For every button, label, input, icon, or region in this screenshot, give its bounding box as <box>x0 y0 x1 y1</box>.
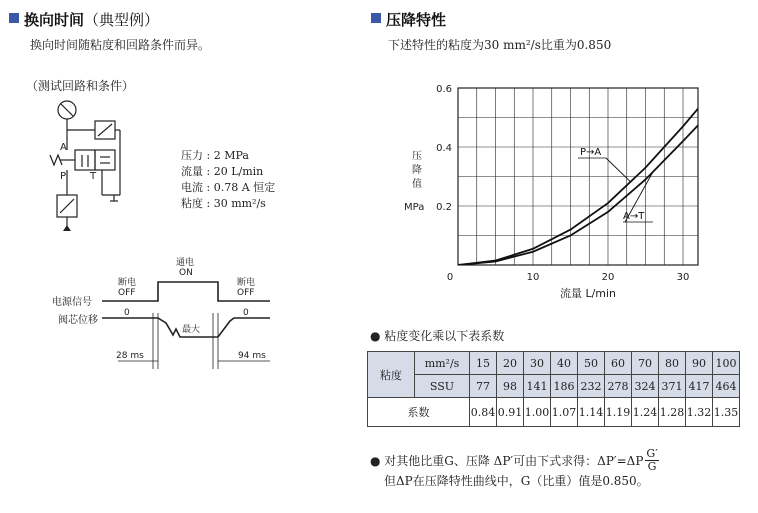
svg-text:通电: 通电 <box>176 258 195 268</box>
series-line-p-to-a <box>458 100 706 265</box>
visc-unit-cst: mm²/s <box>415 352 470 375</box>
condition-pressure: 压力 : 2 MPa <box>181 149 249 162</box>
svg-text:0: 0 <box>243 308 249 318</box>
y-tick-label: 0.6 <box>436 84 452 95</box>
svg-text:T: T <box>90 171 97 182</box>
visc-cst-cell: 60 <box>605 352 632 375</box>
y-axis-label: 压 <box>412 150 422 162</box>
coef-cell: 1.00 <box>524 398 551 427</box>
svg-text:A: A <box>60 142 67 153</box>
formula-numerator: G′ <box>646 447 658 460</box>
formula-denominator: G <box>647 460 657 473</box>
valve-block-b <box>95 150 115 170</box>
svg-text:28 ms: 28 ms <box>116 351 144 361</box>
visc-cst-cell: 50 <box>578 352 605 375</box>
coef-cell: 1.14 <box>578 398 605 427</box>
visc-ssu-cell: 232 <box>578 375 605 398</box>
svg-text:最大: 最大 <box>182 325 201 335</box>
x-tick-label: 0 <box>446 272 454 283</box>
condition-current: 电流 : 0.78 A 恒定 <box>181 181 276 194</box>
condition-viscosity: 粘度 : 30 mm²/s <box>181 197 266 210</box>
pump-icon <box>63 225 71 231</box>
coef-cell: 0.91 <box>497 398 524 427</box>
specific-gravity-formula: ● 对其他比重G、压降 ΔP′可由下式求得：ΔP′=ΔP $\frac{G'}{G}$ <box>370 447 658 473</box>
x-tick-label: 10 <box>526 272 540 283</box>
x-axis-label: 流量 L/min <box>559 287 617 300</box>
coef-cell: 1.07 <box>551 398 578 427</box>
coef-cell: 1.19 <box>605 398 632 427</box>
power-signal-label: 电源信号 <box>52 297 92 308</box>
pressure-drop-title: 压降特性 <box>386 11 447 29</box>
visc-cst-cell: 90 <box>686 352 713 375</box>
visc-ssu-cell: 77 <box>470 375 497 398</box>
svg-text:0: 0 <box>124 308 130 318</box>
svg-text:P: P <box>60 171 67 182</box>
coef-cell: 1.32 <box>686 398 713 427</box>
viscosity-note: ● 粘度变化乘以下表系数 <box>370 329 505 343</box>
visc-ssu-cell: 324 <box>632 375 659 398</box>
svg-text:OFF: OFF <box>118 288 136 298</box>
switching-time-description: 换向时间随粘度和回路条件而异。 <box>30 38 211 52</box>
svg-text:OFF: OFF <box>237 288 255 298</box>
y-axis-label: 值 <box>412 178 422 190</box>
section-marker-icon <box>9 13 19 23</box>
visc-row-label: 粘度 <box>368 352 415 398</box>
viscosity-table <box>367 351 740 427</box>
test-circuit-diagram <box>40 95 130 240</box>
visc-cst-cell: 20 <box>497 352 524 375</box>
section-marker-icon <box>371 13 381 23</box>
coef-cell: 0.84 <box>470 398 497 427</box>
svg-text:断电: 断电 <box>237 278 256 288</box>
circuit-caption: （测试回路和条件） <box>26 79 135 93</box>
visc-unit-ssu: SSU <box>415 375 470 398</box>
y-axis-label: 降 <box>412 164 422 176</box>
x-tick-label: 30 <box>676 272 690 283</box>
visc-cst-cell: 40 <box>551 352 578 375</box>
coef-label: 系数 <box>368 398 470 427</box>
spring-icon <box>50 155 62 165</box>
visc-cst-cell: 80 <box>659 352 686 375</box>
visc-cst-cell: 70 <box>632 352 659 375</box>
specific-gravity-note: 但ΔP在压降特性曲线中，G（比重）值是0.850。 <box>384 474 649 488</box>
coef-cell: 1.28 <box>659 398 686 427</box>
pressure-drop-description: 下述特性的粘度为30 mm²/s比重为0.850 <box>388 38 612 52</box>
series-line-a-to-t <box>458 118 706 266</box>
visc-ssu-cell: 186 <box>551 375 578 398</box>
series-label: A→T <box>623 211 645 222</box>
y-axis-unit: MPa <box>404 202 425 213</box>
visc-ssu-cell: 141 <box>524 375 551 398</box>
y-tick-label: 0.2 <box>436 202 452 213</box>
visc-cst-cell: 100 <box>713 352 740 375</box>
svg-text:断电: 断电 <box>118 278 137 288</box>
visc-ssu-cell: 417 <box>686 375 713 398</box>
visc-ssu-cell: 278 <box>605 375 632 398</box>
y-tick-label: 0.4 <box>436 143 452 154</box>
series-label: P→A <box>580 147 602 158</box>
x-tick-label: 20 <box>601 272 615 283</box>
coef-cell: 1.35 <box>713 398 740 427</box>
svg-text:94 ms: 94 ms <box>238 351 266 361</box>
visc-ssu-cell: 371 <box>659 375 686 398</box>
visc-ssu-cell: 98 <box>497 375 524 398</box>
valve-block-a <box>75 150 95 170</box>
spool-position-label: 阀芯位移 <box>58 315 98 326</box>
svg-text:ON: ON <box>179 268 193 278</box>
pressure-drop-chart <box>400 70 710 310</box>
switching-time-title: 换向时间（典型例） <box>24 11 160 29</box>
visc-cst-cell: 15 <box>470 352 497 375</box>
visc-cst-cell: 30 <box>524 352 551 375</box>
visc-ssu-cell: 464 <box>713 375 740 398</box>
coef-cell: 1.24 <box>632 398 659 427</box>
condition-flow: 流量 : 20 L/min <box>181 165 264 178</box>
